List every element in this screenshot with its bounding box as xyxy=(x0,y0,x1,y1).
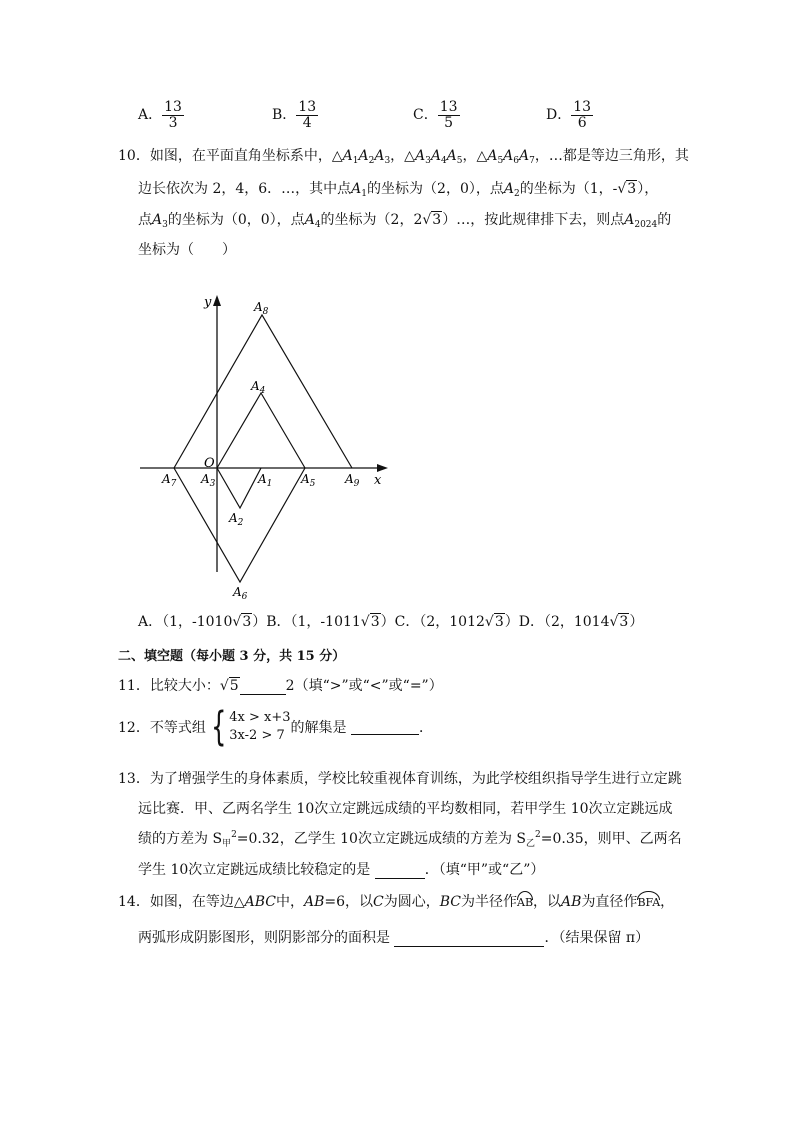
x-axis-arrow xyxy=(377,464,388,472)
q13-line-4: 学生 10次立定跳远成绩比较稳定的是 ．（填“甲”或“乙”） xyxy=(138,862,545,878)
label-a8: $A_8$ xyxy=(254,300,269,317)
q10-line-3: 点$A_3$的坐标为（0，0），点$A_4$的坐标为（2，2√3）…，按此规律排下去，则点$A_{2024}$的 xyxy=(138,212,672,230)
q11-answer-blank[interactable] xyxy=(240,694,286,695)
label-a4: $A_4$ xyxy=(251,379,266,396)
q10-line-2: 边长依次为 2，4，6．…，其中点$A_1$的坐标为（2，0），点$A_2$的坐标为（1，-√3）， xyxy=(138,181,659,199)
coordinate-diagram xyxy=(130,285,400,605)
origin-label: O xyxy=(204,456,215,471)
label-a9: $A_9$ xyxy=(345,472,360,489)
q9-option-b[interactable]: B． $\frac{13}{4}$ xyxy=(272,99,317,131)
q12-answer-blank[interactable] xyxy=(351,720,419,735)
q10-option-d[interactable]: ）D．（2，1014√3） xyxy=(504,614,644,630)
q10-option-b[interactable]: ）B．（1，-1011√3 xyxy=(252,614,380,630)
label-a6: $A_6$ xyxy=(233,585,248,602)
q10-option-a[interactable]: A．（1，-1010√3 xyxy=(138,614,252,630)
label-a1: $A_1$ xyxy=(258,472,273,489)
q10-options xyxy=(138,611,643,631)
q9-option-a[interactable]: A． $\frac{13}{3}$ xyxy=(138,99,182,131)
q10-line-4: 坐标为（ ） xyxy=(138,242,236,258)
q14-line-1: 14．如图，在等边△ABC中，AB=6，以C为圆心，BC为半径作AB，以AB为直径作BFA， xyxy=(118,891,674,911)
q10-line-1: 10．如图，在平面直角坐标系中，$\triangle A_1A_2A_3$，$\triangle A_3A_4A_5$，$\triangle A_5A_6A_7$，…都是等边三角形，其 xyxy=(118,148,689,166)
q9-option-d[interactable]: D． $\frac{13}{6}$ xyxy=(546,99,592,131)
section-heading: 二、填空题（每小题 3 分，共 15 分） xyxy=(118,649,346,664)
triangle-a1a2a3 xyxy=(217,468,261,508)
q13-answer-blank[interactable] xyxy=(375,864,425,879)
q12: 12．不等式组 { 4x > x+3 3x-2 > 7 的解集是 ． xyxy=(118,704,433,750)
q10-option-c[interactable]: ）C．（2，1012√3 xyxy=(380,614,504,630)
q13-line-2: 远比赛．甲、乙两名学生 10次立定跳远成绩的平均数相同，若甲学生 10次立定跳远成 xyxy=(138,801,673,817)
q13-line-1: 13．为了增强学生的身体素质，学校比较重视体育训练，为此学校组织指导学生进行立定跳 xyxy=(118,771,682,787)
x-label: x xyxy=(374,473,382,488)
label-a7: $A_7$ xyxy=(162,472,177,489)
y-label: y xyxy=(204,295,212,310)
triangle-a3a4a5 xyxy=(217,393,305,468)
q14-line-2: 两弧形成阴影图形，则阴影部分的面积是 ．（结果保留 π） xyxy=(138,930,650,946)
label-a5: $A_5$ xyxy=(301,472,316,489)
q14-answer-blank[interactable] xyxy=(394,932,544,947)
q9-option-c[interactable]: C． $\frac{13}{5}$ xyxy=(413,99,458,131)
label-a2: $A_2$ xyxy=(229,511,244,528)
y-axis-arrow xyxy=(213,295,221,306)
label-a3: $A_3$ xyxy=(201,472,216,489)
q13-line-3: 绩的方差为 $S_甲^2=0.32$，乙学生 10次立定跳远成绩的方差为 $S_乙^2=0.35$，则甲、乙两名 xyxy=(138,830,682,849)
q11: 11．比较大小：√5 2（填“>”或“<”或“=”） xyxy=(118,678,443,694)
